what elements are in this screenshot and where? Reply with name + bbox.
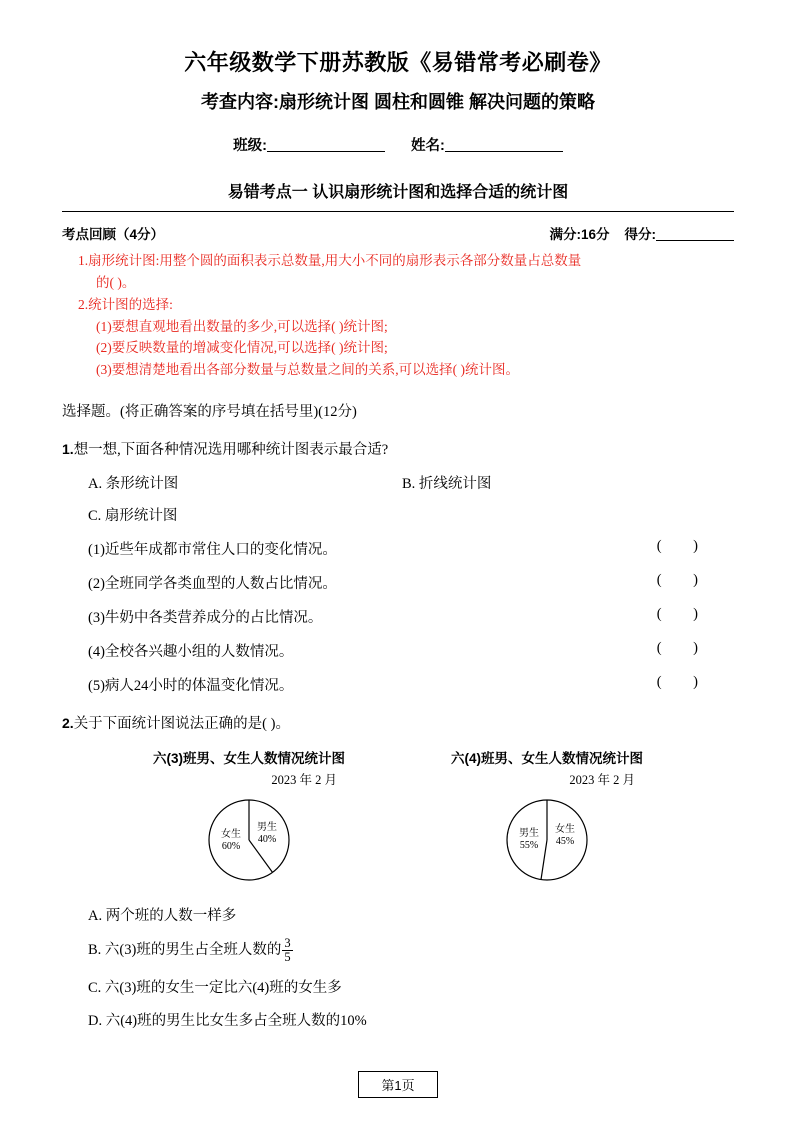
- got-score-label: 得分:: [624, 227, 656, 242]
- option-a[interactable]: A. 条形统计图: [88, 476, 179, 493]
- section-title: 易错考点一 认识扇形统计图和选择合适的统计图: [227, 184, 569, 201]
- fraction: [282, 937, 292, 964]
- page-footer: [0, 1071, 796, 1098]
- slice-value-female: 60%: [221, 841, 241, 853]
- slice-value-female: 45%: [555, 836, 575, 848]
- pie-figure: [123, 792, 375, 888]
- score-blank[interactable]: [656, 226, 734, 241]
- list-item: [62, 538, 734, 559]
- question-1-stem: 想一想,下面各种情况选用哪种统计图表示最合适?: [73, 442, 389, 459]
- pie-svg: [201, 792, 297, 888]
- page-number: 第1页: [358, 1071, 437, 1098]
- sub-question-5: (5)病人24小时的体温变化情况。: [88, 678, 294, 695]
- name-label: 姓名:: [411, 138, 445, 154]
- sub-question-3: (3)牛奶中各类营养成分的占比情况。: [88, 610, 323, 627]
- question-1-number: 1.: [62, 441, 74, 458]
- q2-choice-d[interactable]: D. 六(4)班的男生比女生多占全班人数的10%: [88, 1013, 367, 1030]
- chart-title: 六(3)班男、女生人数情况统计图: [153, 751, 345, 767]
- class-input-blank[interactable]: [267, 136, 385, 152]
- q2-choice-c[interactable]: C. 六(3)班的女生一定比六(4)班的女生多: [88, 980, 342, 997]
- question-1-options-row-1: [62, 472, 734, 493]
- slice-label-male: 男生: [257, 822, 277, 834]
- option-c[interactable]: C. 扇形统计图: [88, 508, 178, 525]
- q2-choice-a[interactable]: A. 两个班的人数一样多: [88, 908, 237, 925]
- pie-chart-class3: [123, 747, 375, 888]
- slice-value-male: 40%: [257, 834, 277, 846]
- charts-container: [62, 747, 734, 888]
- answer-blank[interactable]: ( ): [656, 640, 712, 657]
- pie-chart-class4: [421, 747, 673, 888]
- q2-choice-b-text: B. 六(3)班的男生占全班人数的: [88, 942, 282, 959]
- recall-line-4: (2)要反映数量的增减变化情况,可以选择( )统计图;: [96, 340, 388, 356]
- slice-value-male: 55%: [519, 840, 539, 852]
- pie-svg: [499, 792, 595, 888]
- slice-label-female: 女生: [555, 824, 575, 836]
- page-subtitle: 考查内容:扇形统计图 圆柱和圆锥 解决问题的策略: [201, 92, 595, 112]
- score-area: [549, 223, 734, 243]
- fraction-denominator: 5: [284, 950, 291, 965]
- question-2: [62, 712, 734, 733]
- sub-question-2: (2)全班同学各类血型的人数占比情况。: [88, 576, 337, 593]
- answer-blank[interactable]: ( ): [656, 572, 712, 589]
- slice-label-female: 女生: [221, 829, 241, 841]
- class-label: 班级:: [233, 138, 267, 154]
- list-item: [62, 606, 734, 627]
- page-title: 六年级数学下册苏教版《易错常考必刷卷》: [184, 50, 612, 75]
- sub-question-1: (1)近些年成都市常住人口的变化情况。: [88, 542, 337, 559]
- list-item: [62, 572, 734, 593]
- recall-answers: [62, 250, 734, 381]
- answer-blank[interactable]: ( ): [656, 538, 712, 555]
- recall-line-1: 1.扇形统计图:用整个圆的面积表示总数量,用大小不同的扇形表示各部分数量占总数量: [78, 253, 582, 268]
- pie-figure: [421, 792, 673, 888]
- page-content: [62, 0, 734, 1030]
- recall-line-3: (1)要想直观地看出数量的多少,可以选择( )统计图;: [96, 318, 388, 334]
- recall-header: [62, 223, 734, 243]
- student-info-row: [62, 134, 734, 155]
- recall-line-2: 2.统计图的选择:: [78, 296, 173, 312]
- option-b[interactable]: B. 折线统计图: [402, 476, 492, 493]
- slice-label-male: 男生: [519, 828, 539, 840]
- choice-section-heading: 选择题。(将正确答案的序号填在括号里)(12分): [62, 404, 357, 421]
- question-2-number: 2.: [62, 715, 74, 732]
- sub-question-4: (4)全校各兴趣小组的人数情况。: [88, 644, 294, 661]
- list-item: [62, 640, 734, 661]
- list-item: [62, 674, 734, 695]
- answer-blank[interactable]: ( ): [656, 606, 712, 623]
- recall-label: 考点回顾（4分）: [62, 227, 165, 242]
- recall-line-5: (3)要想清楚地看出各部分数量与总数量之间的关系,可以选择( )统计图。: [96, 362, 519, 378]
- question-2-stem: 关于下面统计图说法正确的是( )。: [73, 716, 290, 733]
- chart-title: 六(4)班男、女生人数情况统计图: [451, 751, 643, 767]
- chart-date: 2023 年 2 月: [271, 773, 337, 788]
- full-score-label: 满分:16分: [549, 227, 610, 242]
- divider: [62, 211, 734, 212]
- question-1: [62, 438, 734, 459]
- fraction-numerator: 3: [284, 936, 291, 951]
- name-input-blank[interactable]: [445, 136, 563, 152]
- q2-choice-b[interactable]: [62, 937, 734, 964]
- recall-line-1b: 的( )。: [96, 274, 136, 290]
- answer-blank[interactable]: ( ): [656, 674, 712, 691]
- chart-date: 2023 年 2 月: [569, 773, 635, 788]
